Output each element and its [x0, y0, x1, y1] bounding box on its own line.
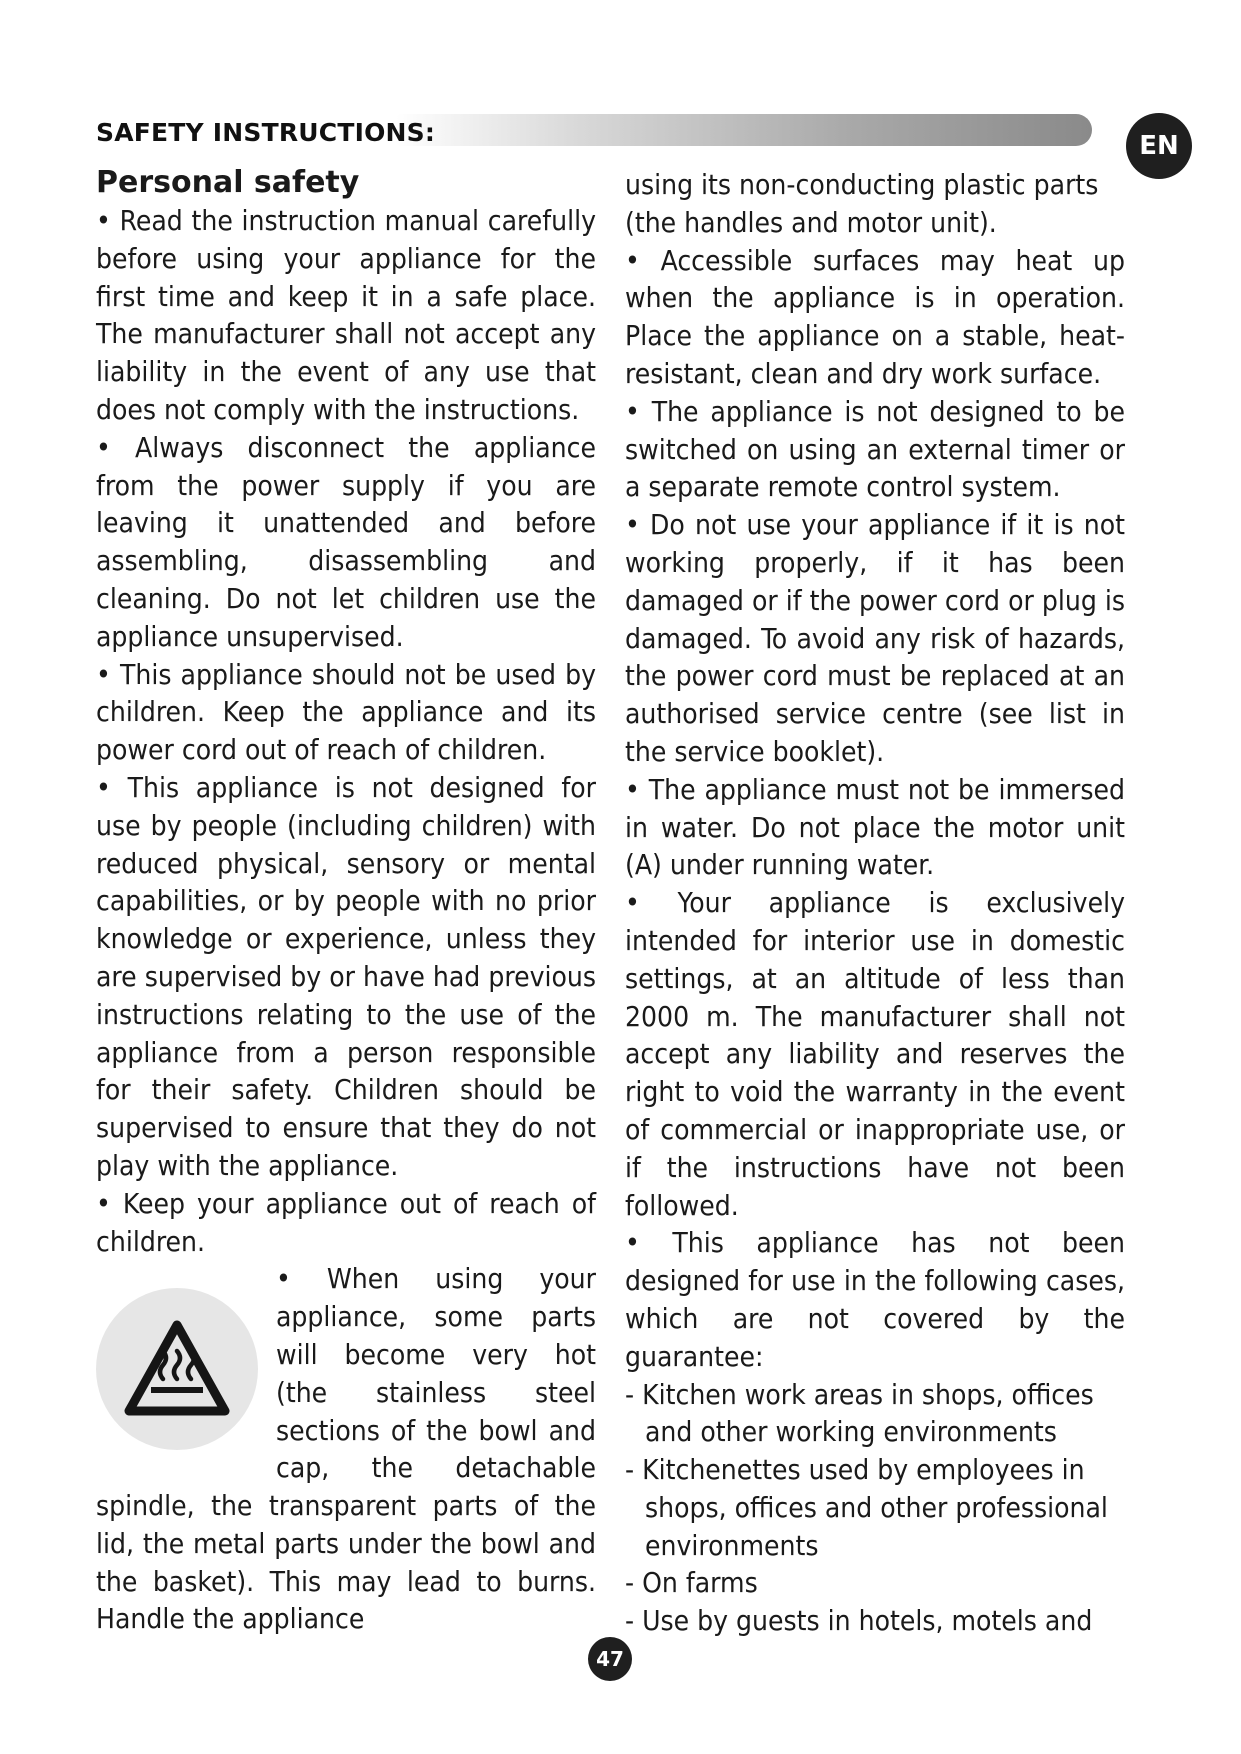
hot-surface-warning-icon — [96, 1288, 258, 1450]
hot-surface-warning-icon-graphic — [123, 1319, 231, 1419]
paragraph: • This appliance has not been designed for use in the following cases, which are not covered by the guarantee: — [625, 1226, 1125, 1373]
paragraph: • Always disconnect the appliance from the power supply if you are leaving it unattended and before assembling, disassembling and cleaning. Do not let children use the appliance unsupervised. — [96, 430, 596, 653]
paragraph: using its non-conducting plastic parts (the handles and motor unit). — [625, 168, 1099, 239]
left-column — [96, 164, 596, 1638]
paragraph: • Your appliance is exclusively intended for interior use in domestic settings, at an altitude of less than 2000 m. The manufacturer shall not accept any liability and reserves the right to void the warranty in the event of commercial or inappropriate use, or if the instructions have not been followed. — [625, 886, 1125, 1222]
section-header — [96, 114, 1092, 148]
right-column — [625, 166, 1125, 1640]
section-title: Personal safety — [96, 165, 360, 200]
paragraph: • The appliance must not be immersed in water. Do not place the motor unit (A) under running water. — [625, 772, 1125, 882]
paragraph: • This appliance should not be used by children. Keep the appliance and its power cord out of reach of children. — [96, 657, 596, 767]
paragraph: • The appliance is not designed to be switched on using an external timer or a separate remote control system. — [625, 394, 1125, 504]
list-item: - Use by guests in hotels, motels and — [625, 1604, 1093, 1638]
paragraph: • Keep your appliance out of reach of children. — [96, 1186, 596, 1258]
language-badge: EN — [1126, 113, 1192, 179]
page-number: 47 — [588, 1637, 632, 1681]
list-item: - On farms — [625, 1566, 758, 1600]
paragraph: • This appliance is not designed for use by people (including children) with reduced physical, sensory or mental capabilities, or by people with no prior knowledge or experience, unless they are supervised by or have had previous instructions relating to the use of the appliance from a person responsible for their safety. Children should be supervised to ensure that they do not play with the appliance. — [96, 770, 596, 1182]
header-title: SAFETY INSTRUCTIONS: — [96, 118, 436, 147]
paragraph: • Do not use your appliance if it is not working properly, if it has been damaged or if the power cord or plug is damaged. To avoid any risk of hazards, the power cord must be replaced at an authorised service centre (see list in the service booklet). — [625, 508, 1125, 768]
list-item: - Kitchenettes used by employees in shops, offices and other professional environments — [625, 1453, 1108, 1562]
paragraph: • Read the instruction manual carefully before using your appliance for the first time and keep it in a safe place. The manufacturer shall not accept any liability in the event of any use that does not comply with the instructions. — [96, 204, 596, 426]
paragraph: • Accessible surfaces may heat up when the appliance is in operation. Place the appliance on a stable, heat-resistant, clean and dry work surface. — [625, 243, 1125, 390]
header-gradient-bar — [396, 114, 1092, 146]
list-item: - Kitchen work areas in shops, offices and other working environments — [625, 1377, 1094, 1449]
paragraph: • When using your appliance, some parts will become very hot (the stainless steel sections of the bowl and cap, the detachable spindle, the transparent parts of the lid, the metal parts under the bowl and the basket). This may lead to burns. Handle the appliance — [96, 1262, 596, 1636]
